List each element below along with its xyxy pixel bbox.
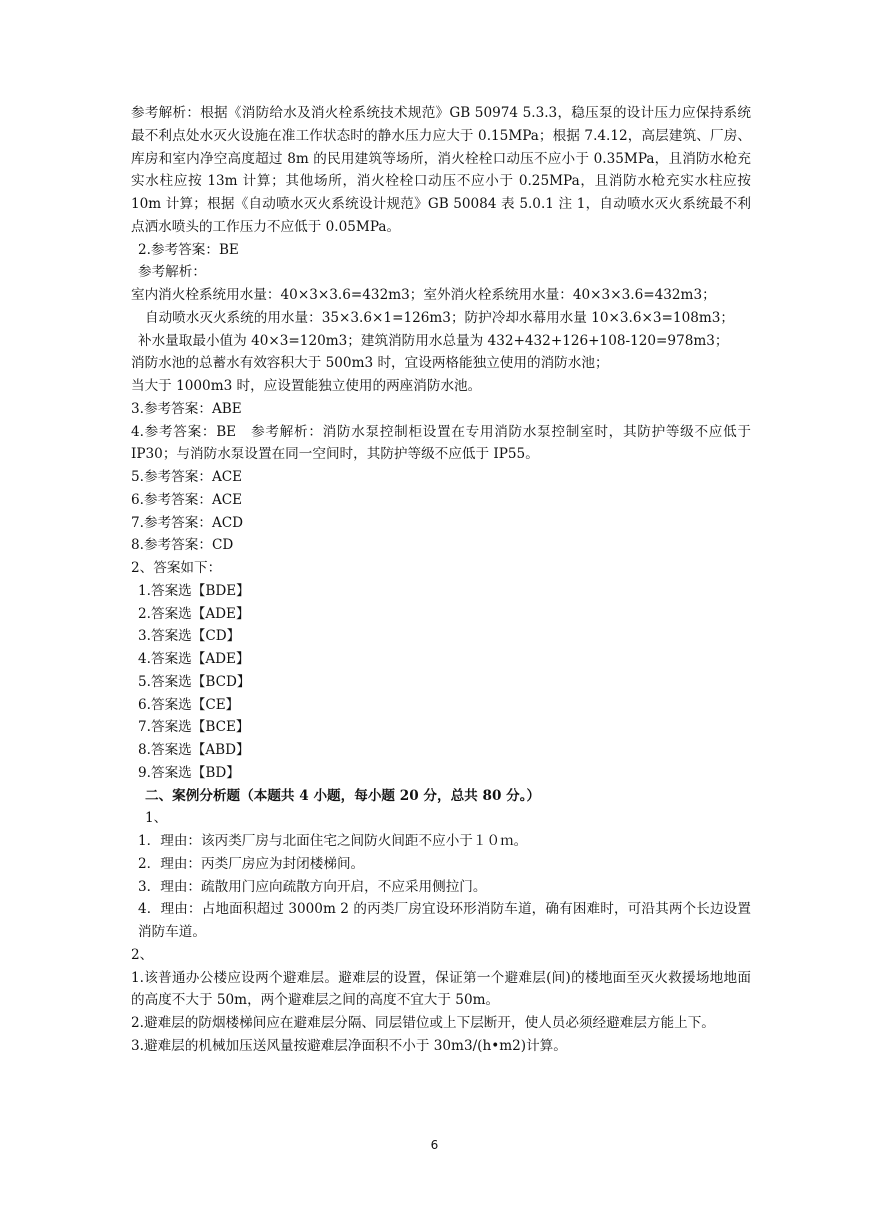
- answer-line: 2.参考答案：BE: [138, 241, 239, 258]
- answer-choice: 6.答案选【CE】: [138, 696, 240, 713]
- case-number: 1、: [145, 810, 168, 827]
- answer-choice: 4.答案选【ADE】: [138, 651, 250, 667]
- answer-line: 8.参考答案：CD: [131, 537, 234, 554]
- answer-choice: 8.答案选【ABD】: [138, 742, 250, 758]
- reason-line: 2．理由：丙类厂房应为封闭楼梯间。: [138, 855, 365, 872]
- answer-line: 7.参考答案：ACD: [131, 514, 244, 531]
- answer-choice: 2.答案选【ADE】: [138, 605, 250, 622]
- answer-choice: 9.答案选【BD】: [138, 764, 240, 781]
- calc-line: 室内消火栓系统用水量：40×3×3.6=432m3；室外消火栓系统用水量：40×3×3.6=432m3；: [131, 287, 716, 303]
- page-number: 6: [430, 1138, 439, 1152]
- section-heading: 二、案例分析题（本题共 4 小题，每小题 20 分，总共 80 分。）: [145, 787, 541, 804]
- calc-line: 消防水池的总蓄水有效容积大于 500m3 时，宜设两格能独立使用的消防水池；: [131, 355, 609, 372]
- case-answer-line: 2.避难层的防烟楼梯间应在避难层分隔、同层错位或上下层断开，使人员必须经避难层方能上下。: [131, 1015, 715, 1031]
- calc-line: 自动喷水灭火系统的用水量：35×3.6×1=126m3；防护冷却水幕用水量 10×3.6×3=108m3；: [145, 309, 735, 326]
- answer-choice: 1.答案选【BDE】: [138, 582, 250, 599]
- calc-line: 当大于 1000m3 时，应设置能独立使用的两座消防水池。: [131, 378, 482, 394]
- analysis-paragraph-1: 参考解析：根据《消防给水及消火栓系统技术规范》GB 50974 5.3.3，稳压泵的设计压力应保持系统最不利点处水灭火设施在准工作状态时的静水压力应大于 0.15MPa；根据 7.4.12，高层建筑、厂房、库房和室内净空高度超过 8m 的民用建筑等场所，消火栓栓口动压不应小于 0.35MPa，且消防水枪充实水柱应按 13m 计算；其他场所，消火栓栓口动压不应小于 0.25MPa，且消防水枪充实水柱应按 10m 计算；根据《自动喷水灭火系统设计规范》GB 50084 表 5.0.1 注 1，自动喷水灭火系统最不利点洒水喷头的工作压力不应低于 0.05MPa。: [131, 105, 751, 235]
- answer-choice: 3.答案选【CD】: [138, 628, 241, 645]
- answer-with-analysis: 4.参考答案：BE 参考解析：消防水泵控制柜设置在专用消防水泵控制室时，其防护等级不应低于 IP30；与消防水泵设置在同一空间时，其防护等级不应低于 IP55。: [131, 423, 751, 463]
- answer-line: 3.参考答案：ABE: [131, 400, 242, 417]
- case-answer-line: 1.该普通办公楼应设两个避难层。避难层的设置，保证第一个避难层(间)的楼地面至灭火救援场地地面的高度不大于 50m，两个避难层之间的高度不宜大于 50m。: [131, 969, 751, 1009]
- answer-choice: 5.答案选【BCD】: [138, 673, 251, 690]
- reason-line: 4．理由：占地面积超过 3000m 2 的丙类厂房宜设环形消防车道，确有困难时，可沿其两个长边设置消防车道。: [138, 901, 751, 940]
- answer-line: 5.参考答案：ACE: [131, 469, 243, 485]
- reason-line: 1．理由：该丙类厂房与北面住宅之间防火间距不应小于１０ｍ。: [138, 833, 528, 849]
- analysis-label: 参考解析：: [138, 264, 206, 281]
- case-number: 2、: [131, 946, 154, 963]
- reason-line: 3．理由：疏散用门应向疏散方向开启，不应采用侧拉门。: [138, 878, 487, 895]
- answer-line: 6.参考答案：ACE: [131, 491, 243, 508]
- answer-choice: 7.答案选【BCE】: [138, 719, 250, 736]
- section-answers-heading: 2、答案如下：: [131, 560, 222, 576]
- page-body: [131, 102, 751, 1058]
- calc-line: 补水量取最小值为 40×3=120m3；建筑消防用水总量为 432+432+126+108-120=978m3；: [138, 332, 729, 349]
- case-answer-line: 3.避难层的机械加压送风量按避难层净面积不小于 30m3/(h•m2)计算。: [131, 1037, 567, 1054]
